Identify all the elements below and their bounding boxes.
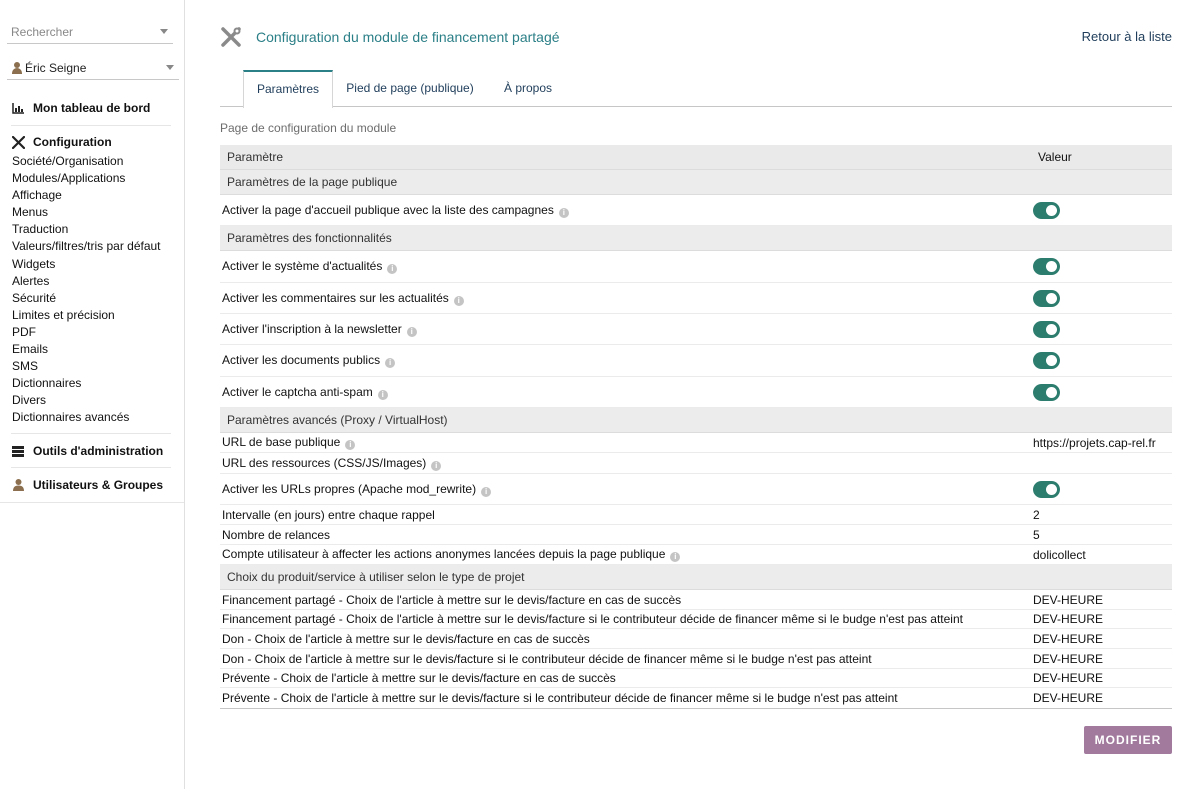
group-row-advanced: [220, 408, 1172, 433]
server-icon: [11, 444, 25, 458]
row-label-text: Activer le système d'actualités: [222, 259, 383, 273]
table-row: [220, 474, 1172, 505]
group-label: Paramètres avancés (Proxy / VirtualHost): [227, 413, 448, 427]
row-label: [222, 456, 441, 471]
sidebar-item-display[interactable]: Affichage: [12, 188, 62, 203]
sidebar-item-emails[interactable]: Emails: [12, 342, 49, 357]
table-row: [220, 377, 1172, 408]
sidebar-item-modules[interactable]: Modules/Applications: [12, 171, 126, 186]
row-label: Financement partagé - Choix de l'article à mettre sur le devis/facture si le contributeur décide de financer même si le budge n'est pas atteint: [222, 612, 963, 626]
info-icon[interactable]: i: [378, 390, 388, 400]
sidebar-item-advanced-dictionaries[interactable]: Dictionnaires avancés: [12, 410, 130, 425]
search-select[interactable]: [7, 20, 173, 44]
row-label: Don - Choix de l'article à mettre sur le devis/facture en cas de succès: [222, 631, 590, 646]
group-label: Paramètres des fonctionnalités: [227, 231, 392, 245]
group-label: Choix du produit/service à utiliser selon le type de projet: [227, 570, 525, 584]
row-label-text: URL des ressources (CSS/JS/Images): [222, 455, 427, 470]
tools-icon: [220, 26, 242, 48]
section-label: Page de configuration du module: [220, 121, 397, 135]
sidebar-item-security[interactable]: Sécurité: [12, 290, 57, 305]
table-row: [220, 669, 1172, 688]
tab-parameters[interactable]: Paramètres: [243, 70, 333, 108]
row-label: [222, 259, 397, 274]
group-label: Paramètres de la page publique: [227, 175, 398, 189]
sidebar-configuration-block: [0, 131, 184, 427]
tab-about[interactable]: À propos: [503, 81, 553, 95]
user-icon: [11, 62, 23, 74]
row-label: [222, 291, 464, 306]
anon-user-value[interactable]: dolicollect: [1033, 547, 1086, 562]
product-value[interactable]: DEV-HEURE: [1033, 691, 1104, 705]
row-label: [222, 203, 569, 218]
page-header: [220, 24, 1172, 50]
clean-urls-toggle[interactable]: [1033, 481, 1060, 498]
chart-icon: [11, 101, 25, 115]
sidebar-item-dictionaries[interactable]: Dictionnaires: [12, 376, 82, 391]
column-header-value: Valeur: [1038, 150, 1072, 164]
row-label-text: Activer l'inscription à la newsletter: [222, 321, 402, 336]
table-row: [220, 525, 1172, 545]
sidebar-item-widgets[interactable]: Widgets: [12, 256, 56, 271]
divider: [0, 502, 184, 503]
group-row-features: [220, 226, 1172, 251]
user-icon: [11, 478, 25, 492]
back-to-list-link[interactable]: Retour à la liste: [1081, 29, 1172, 44]
row-label-text: Activer les commentaires sur les actualités: [222, 290, 449, 305]
divider: [11, 467, 171, 468]
row-label: [222, 322, 417, 337]
column-header-parameter: Paramètre: [227, 150, 284, 164]
table-row: [220, 545, 1172, 565]
public-docs-toggle[interactable]: [1033, 352, 1060, 369]
info-icon[interactable]: i: [345, 440, 355, 450]
table-row: [220, 251, 1172, 283]
row-label-text: Activer les URLs propres (Apache mod_rewrite): [222, 481, 477, 496]
table-row: [220, 505, 1172, 525]
row-label-text: Activer la page d'accueil publique avec la liste des campagnes: [222, 202, 554, 217]
info-icon[interactable]: i: [670, 552, 680, 562]
sidebar-item-limits[interactable]: Limites et précision: [12, 307, 115, 322]
interval-value[interactable]: 2: [1033, 507, 1040, 522]
sidebar-item-configuration[interactable]: [0, 131, 184, 153]
info-icon[interactable]: i: [385, 358, 395, 368]
group-row-product: [220, 565, 1172, 590]
table-row: [220, 610, 1172, 629]
sidebar-item-users-groups[interactable]: [0, 474, 184, 496]
product-value[interactable]: DEV-HEURE: [1033, 671, 1104, 685]
sidebar-item-dashboard[interactable]: [0, 97, 184, 119]
row-label: [222, 353, 395, 368]
row-label: [222, 435, 355, 450]
row-label: [222, 385, 388, 400]
reminders-value[interactable]: 5: [1033, 527, 1040, 542]
page-title: Configuration du module de financement partagé: [256, 29, 560, 45]
chevron-down-icon: [166, 65, 174, 70]
public-home-toggle[interactable]: [1033, 202, 1060, 219]
comments-toggle[interactable]: [1033, 290, 1060, 307]
chevron-down-icon: [160, 29, 168, 34]
sidebar-users-block: [0, 474, 184, 496]
sidebar-dashboard-block: [0, 97, 184, 119]
tools-icon: [11, 135, 25, 149]
sidebar-item-company[interactable]: Société/Organisation: [12, 154, 124, 168]
row-label: Prévente - Choix de l'article à mettre sur le devis/facture si le contributeur décide de financer même si le budge n'est pas atteint: [222, 691, 898, 705]
news-toggle[interactable]: [1033, 258, 1060, 275]
row-label: [222, 482, 491, 497]
info-icon[interactable]: i: [454, 296, 464, 306]
product-value[interactable]: DEV-HEURE: [1033, 651, 1104, 666]
row-label: Prévente - Choix de l'article à mettre sur le devis/facture en cas de succès: [222, 671, 616, 685]
table-row: [220, 453, 1172, 474]
info-icon[interactable]: i: [387, 264, 397, 274]
sidebar: [0, 0, 185, 789]
row-label: Nombre de relances: [222, 527, 331, 542]
row-label-text: Activer les documents publics: [222, 353, 381, 367]
group-row-public-page: [220, 170, 1172, 195]
sidebar-item-translation[interactable]: Traduction: [12, 222, 69, 237]
sidebar-item-label: Outils d'administration: [33, 444, 164, 458]
sidebar-item-menus[interactable]: Menus: [12, 205, 49, 220]
table-row: [220, 688, 1172, 709]
sidebar-item-label: Utilisateurs & Groupes: [33, 478, 164, 492]
row-label-text: Activer le captcha anti-spam: [222, 384, 373, 399]
row-label: Intervalle (en jours) entre chaque rappel: [222, 507, 435, 522]
table-row: [220, 590, 1172, 610]
row-label-text: URL de base publique: [222, 435, 341, 449]
sidebar-item-pdf[interactable]: PDF: [12, 324, 36, 339]
sidebar-item-label: Mon tableau de bord: [33, 101, 151, 115]
sidebar-admin-block: [0, 440, 184, 462]
product-value[interactable]: DEV-HEURE: [1033, 631, 1104, 646]
table-header-row: [220, 145, 1172, 170]
row-label: Financement partagé - Choix de l'article à mettre sur le devis/facture en cas de succès: [222, 592, 682, 607]
sidebar-item-defaults[interactable]: Valeurs/filtres/tris par défaut: [12, 239, 161, 254]
row-label: Don - Choix de l'article à mettre sur le devis/facture si le contributeur décide de financer même si le budge n'est pas atteint: [222, 651, 872, 666]
base-url-value[interactable]: https://projets.cap-rel.fr: [1033, 435, 1156, 450]
row-label-text: Compte utilisateur à affecter les actions anonymes lancées depuis la page publique: [222, 547, 666, 561]
sidebar-item-label: Configuration: [33, 135, 112, 149]
info-icon[interactable]: i: [431, 461, 441, 471]
divider: [11, 125, 171, 126]
table-row: [220, 195, 1172, 226]
info-icon[interactable]: i: [481, 487, 491, 497]
product-value[interactable]: DEV-HEURE: [1033, 592, 1104, 607]
product-value[interactable]: DEV-HEURE: [1033, 612, 1104, 626]
sidebar-item-alerts[interactable]: Alertes: [12, 273, 50, 288]
row-label: [222, 547, 680, 562]
captcha-toggle[interactable]: [1033, 384, 1060, 401]
tab-public-footer[interactable]: Pied de page (publique): [346, 81, 474, 95]
configuration-menu: [0, 153, 184, 427]
sidebar-item-misc[interactable]: Divers: [12, 393, 47, 408]
tab-bar: [220, 70, 1172, 107]
newsletter-toggle[interactable]: [1033, 321, 1060, 338]
config-table: [220, 145, 1172, 709]
sidebar-item-admin-tools[interactable]: [0, 440, 184, 462]
table-row: [220, 283, 1172, 314]
modify-button[interactable]: MODIFIER: [1084, 726, 1172, 754]
table-row: [220, 433, 1172, 453]
info-icon[interactable]: i: [559, 208, 569, 218]
table-row: [220, 314, 1172, 345]
search-placeholder: Rechercher: [11, 24, 74, 39]
table-row: [220, 649, 1172, 669]
table-row: [220, 345, 1172, 377]
table-row: [220, 629, 1172, 649]
sidebar-item-sms[interactable]: SMS: [12, 359, 39, 374]
user-name: Éric Seigne: [25, 60, 87, 75]
divider: [11, 433, 171, 434]
user-select[interactable]: [7, 56, 179, 80]
info-icon[interactable]: i: [407, 327, 417, 337]
